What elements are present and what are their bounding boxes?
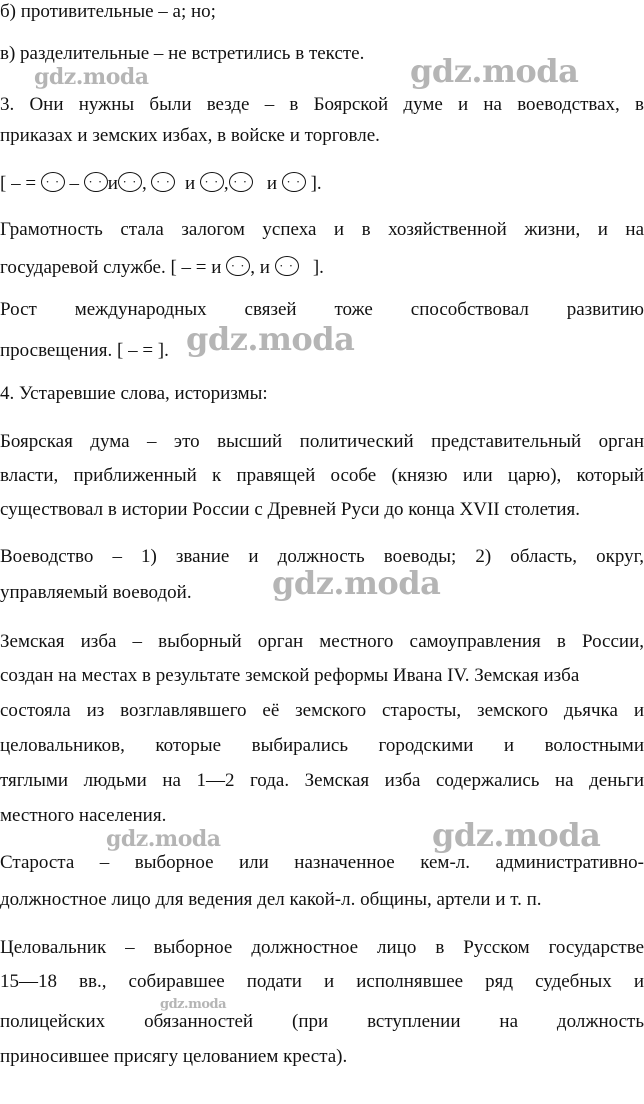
text-line: состояла из возглавлявшего её земского старосты, земского дьячка и bbox=[0, 700, 644, 721]
scheme-line bbox=[0, 172, 644, 196]
scheme-text: ]. bbox=[312, 257, 324, 278]
watermark: gdz.moda bbox=[106, 826, 221, 852]
scheme-text: – bbox=[69, 173, 80, 194]
scheme-text: и bbox=[107, 173, 118, 194]
scheme-text: , bbox=[223, 173, 229, 194]
watermark: gdz.moda bbox=[186, 320, 355, 358]
text-line: в) разделительные – не встретились в тексте. bbox=[0, 43, 365, 64]
text-line: тяглыми людьми на 1—2 года. Земская изба содержались на деньги bbox=[0, 770, 644, 791]
clause-circle-icon bbox=[226, 256, 250, 276]
text-line: полицейских обязанностей (при вступлении на должность bbox=[0, 1011, 644, 1032]
text-line: приказах и земских избах, в войске и торговле. bbox=[0, 125, 380, 146]
clause-circle-icon bbox=[200, 172, 224, 192]
scheme-text: ]. bbox=[310, 173, 322, 194]
scheme-text: , bbox=[141, 173, 147, 194]
text-line: 15—18 вв., собиравшее подати и исполнявшее ряд судебных и bbox=[0, 971, 644, 992]
text-line: Целовальник – выборное должностное лицо в Русском государстве bbox=[0, 937, 644, 958]
scheme-text: и bbox=[266, 173, 278, 194]
text-line: 4. Устаревшие слова, историзмы: bbox=[0, 383, 268, 404]
clause-circle-icon bbox=[282, 172, 306, 192]
scheme-text: [ – = bbox=[0, 173, 37, 194]
text-line: Боярская дума – это высший политический представительный орган bbox=[0, 431, 644, 452]
clause-circle-icon bbox=[118, 172, 142, 192]
watermark: gdz.moda bbox=[432, 816, 601, 854]
text-line: 3. Они нужны были везде – в Боярской думе и на воеводствах, в bbox=[0, 94, 644, 115]
clause-circle-icon bbox=[151, 172, 175, 192]
text-line: создан на местах в результате земской реформы Ивана IV. Земская изба bbox=[0, 665, 580, 686]
text-line: просвещения. [ – = ]. bbox=[0, 340, 169, 361]
watermark: gdz.moda bbox=[272, 564, 441, 602]
text-line: целовальников, которые выбирались городскими и волостными bbox=[0, 735, 644, 756]
text-line: существовал в истории России с Древней Руси до конца XVII столетия. bbox=[0, 499, 580, 520]
text-line: Воеводство – 1) звание и должность воеводы; 2) область, округ, bbox=[0, 546, 644, 567]
scheme-line bbox=[0, 256, 644, 280]
text-line: б) противительные – а; но; bbox=[0, 1, 216, 22]
scheme-text: государевой службе. [ – = и bbox=[0, 257, 222, 278]
scheme-text: и bbox=[184, 173, 196, 194]
watermark: gdz.moda bbox=[410, 52, 579, 90]
clause-circle-icon bbox=[41, 172, 65, 192]
clause-circle-icon bbox=[84, 172, 108, 192]
text-line: Староста – выборное или назначенное кем-л. административно- bbox=[0, 852, 644, 873]
clause-circle-icon bbox=[275, 256, 299, 276]
text-line: управляемый воеводой. bbox=[0, 582, 192, 603]
text-line: должностное лицо для ведения дел какой-л. общины, артели и т. п. bbox=[0, 889, 542, 910]
text-line: власти, приближенный к правящей особе (князю или царю), который bbox=[0, 465, 644, 486]
watermark: gdz.moda bbox=[160, 997, 227, 1012]
text-line: Грамотность стала залогом успеха и в хозяйственной жизни, и на bbox=[0, 219, 644, 240]
clause-circle-icon bbox=[229, 172, 253, 192]
text-line: Земская изба – выборный орган местного самоуправления в России, bbox=[0, 631, 644, 652]
text-line: Рост международных связей тоже способствовал развитию bbox=[0, 299, 644, 320]
scheme-text: , и bbox=[250, 257, 270, 278]
watermark: gdz.moda bbox=[34, 64, 149, 90]
text-line: местного населения. bbox=[0, 805, 167, 826]
text-line: приносившее присягу целованием креста). bbox=[0, 1046, 348, 1067]
